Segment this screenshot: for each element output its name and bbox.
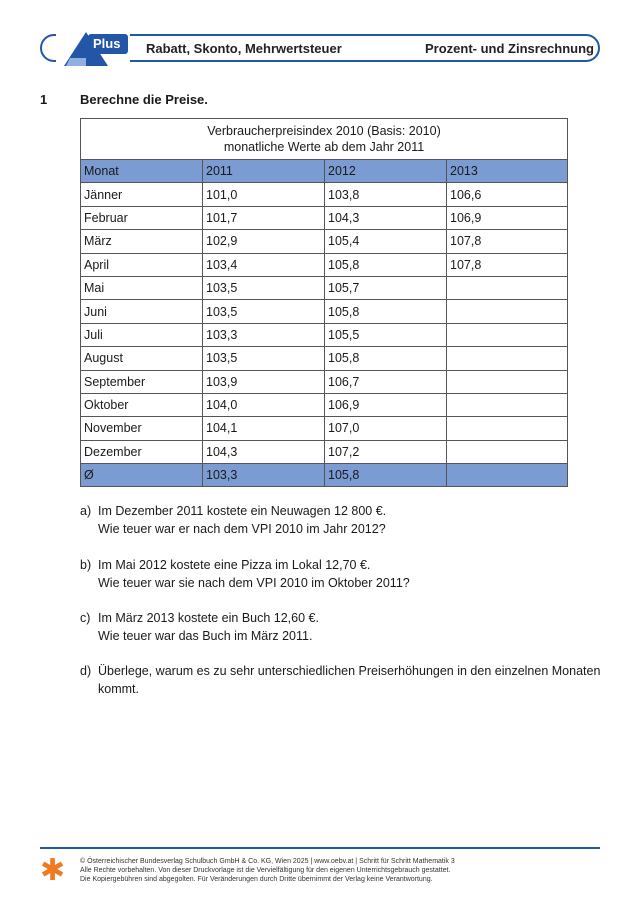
table-row [81,440,568,463]
month-cell: März [81,230,203,253]
question-text: Wie teuer war das Buch im März 2011. [98,629,313,643]
section-title: Prozent- und Zinsrechnung [425,41,594,56]
table-row [81,230,568,253]
month-cell: Juni [81,300,203,323]
average-cell [447,464,568,487]
table-header-row [81,160,568,183]
month-cell: Jänner [81,183,203,206]
index-value-cell: 107,2 [325,440,447,463]
vpi-table [80,118,568,487]
index-value-cell: 105,8 [325,300,447,323]
index-value-cell: 103,3 [203,323,325,346]
index-value-cell: 101,0 [203,183,325,206]
table-row [81,300,568,323]
question-text: Im Dezember 2011 kostete ein Neuwagen 12 800 €. [98,504,387,518]
task-title: Berechne die Preise. [80,92,208,107]
footer-line-3: Die Kopiergebühren sind abgegolten. Für Veränderungen durch Dritte übernimmt der Verlag keine Verantwortung. [80,876,433,883]
caption-line-1: Verbraucherpreisindex 2010 (Basis: 2010) [207,124,441,138]
table-row [81,253,568,276]
table-row [81,183,568,206]
index-value-cell [447,276,568,299]
index-value-cell [447,300,568,323]
month-cell: Mai [81,276,203,299]
index-value-cell: 105,8 [325,347,447,370]
month-cell: September [81,370,203,393]
index-value-cell: 106,6 [447,183,568,206]
index-value-cell [447,417,568,440]
month-cell: Juli [81,323,203,346]
logo-text: Plus [93,36,121,51]
header-cell: 2013 [447,160,568,183]
asterisk-logo-icon: ✱ [40,854,66,887]
month-cell: Februar [81,206,203,229]
average-cell: 103,3 [203,464,325,487]
month-cell: Dezember [81,440,203,463]
average-cell: 105,8 [325,464,447,487]
index-value-cell: 105,5 [325,323,447,346]
index-value-cell: 105,8 [325,253,447,276]
index-value-cell: 107,8 [447,230,568,253]
index-value-cell [447,347,568,370]
index-value-cell: 106,9 [325,393,447,416]
footer-text [80,857,600,884]
month-cell: November [81,417,203,440]
question-text: Überlege, warum es zu sehr unterschiedlichen Preiserhöhungen in den einzelnen Monaten [98,664,601,678]
index-value-cell: 103,4 [203,253,325,276]
table-row [81,323,568,346]
question-label: a) [80,504,92,518]
index-value-cell: 103,9 [203,370,325,393]
table-row [81,347,568,370]
index-value-cell: 103,5 [203,300,325,323]
index-value-cell: 103,8 [325,183,447,206]
task-number: 1 [40,92,48,107]
index-value-cell: 103,5 [203,347,325,370]
header-cell: 2012 [325,160,447,183]
footer-line-1: © Österreichischer Bundesverlag Schulbuch GmbH & Co. KG, Wien 2025 | www.oebv.at | Schritt für Schritt Mathematik 3 [80,858,455,865]
question-label: d) [80,664,92,678]
month-cell: April [81,253,203,276]
table-row [81,370,568,393]
caption-line-2: monatliche Werte ab dem Jahr 2011 [223,140,425,154]
index-value-cell: 107,0 [325,417,447,440]
index-value-cell [447,370,568,393]
table-row [81,276,568,299]
question-text: Wie teuer war er nach dem VPI 2010 im Jahr 2012? [98,522,386,536]
index-value-cell: 104,3 [203,440,325,463]
index-value-cell: 104,3 [325,206,447,229]
index-value-cell: 106,9 [447,206,568,229]
footer-divider [40,847,600,849]
header-cell: Monat [81,160,203,183]
question-text: Wie teuer war sie nach dem VPI 2010 im Oktober 2011? [98,576,410,590]
index-value-cell: 107,8 [447,253,568,276]
question-text: kommt. [98,682,139,696]
chapter-title: Rabatt, Skonto, Mehrwertsteuer [146,41,342,56]
index-value-cell [447,440,568,463]
question-label: b) [80,558,92,572]
index-value-cell: 101,7 [203,206,325,229]
average-cell: Ø [81,464,203,487]
average-row [81,464,568,487]
table-row [81,417,568,440]
question-label: c) [80,611,91,625]
question-text: Im März 2013 kostete ein Buch 12,60 €. [98,611,319,625]
index-value-cell: 104,0 [203,393,325,416]
index-value-cell [447,393,568,416]
table-caption [81,119,568,160]
index-value-cell: 102,9 [203,230,325,253]
index-value-cell: 105,4 [325,230,447,253]
index-value-cell: 103,5 [203,276,325,299]
index-value-cell: 106,7 [325,370,447,393]
index-value-cell: 105,7 [325,276,447,299]
header-cell: 2011 [203,160,325,183]
month-cell: Oktober [81,393,203,416]
question-text: Im Mai 2012 kostete eine Pizza im Lokal 12,70 €. [98,558,371,572]
index-value-cell [447,323,568,346]
table-row [81,393,568,416]
index-value-cell: 104,1 [203,417,325,440]
table-row [81,206,568,229]
month-cell: August [81,347,203,370]
footer-line-2: Alle Rechte vorbehalten. Von dieser Druckvorlage ist die Vervielfältigung für den eigenen Unterrichtsgebrauch gestattet. [80,867,451,874]
